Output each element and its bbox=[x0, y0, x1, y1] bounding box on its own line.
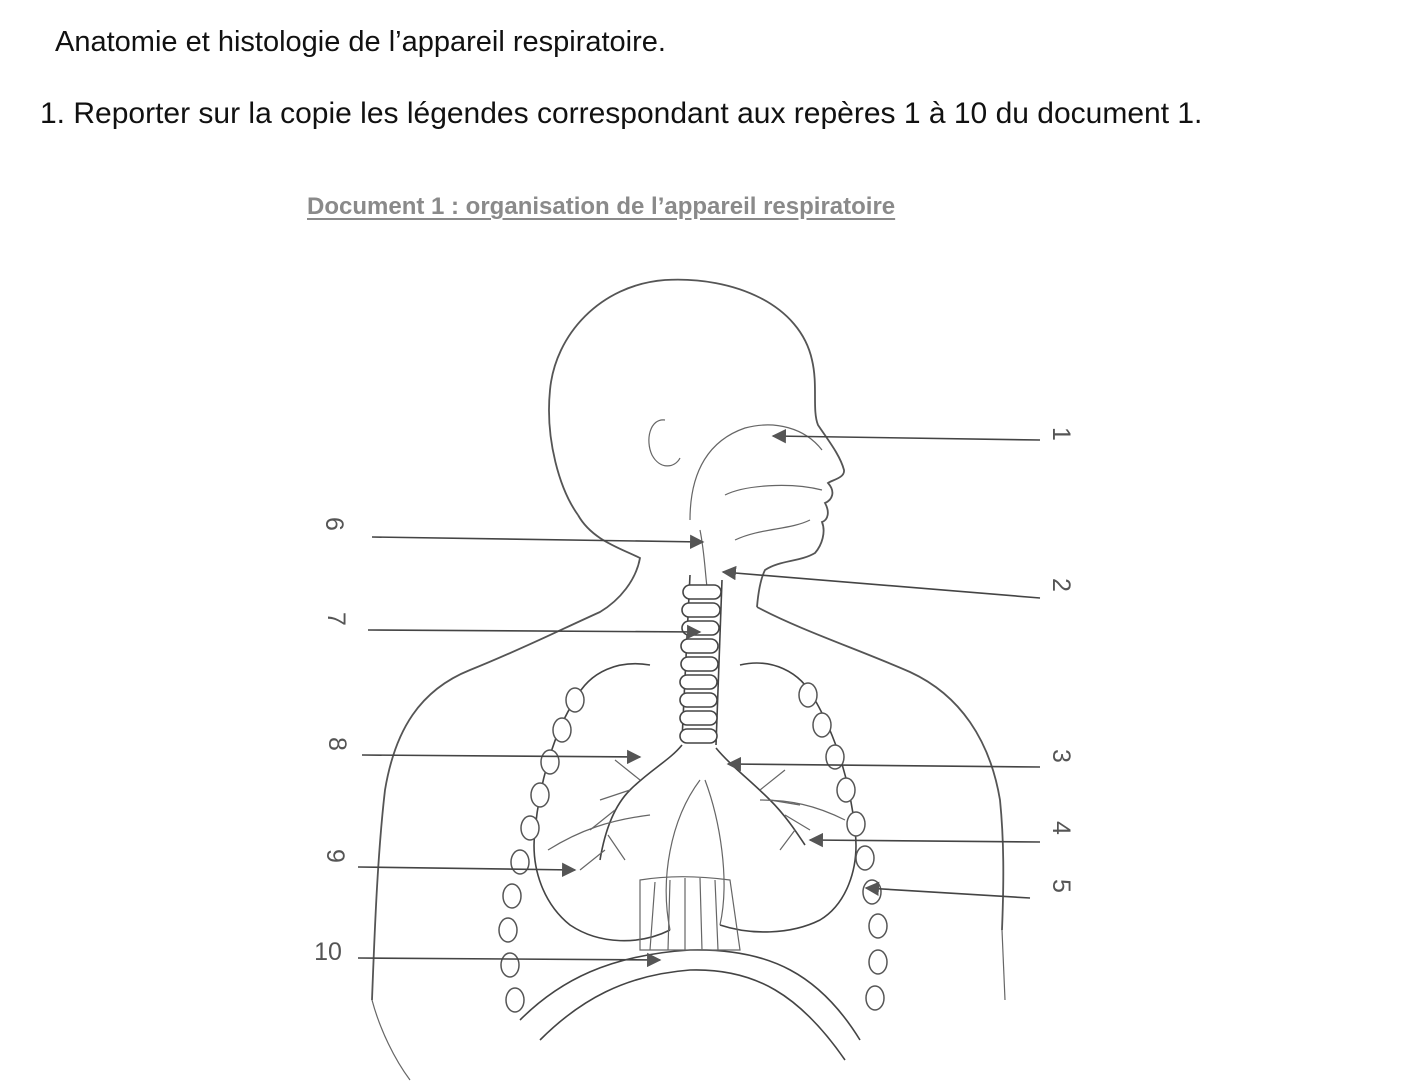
nasal-oral-cavity bbox=[690, 425, 822, 595]
leader-line-3 bbox=[728, 764, 1040, 767]
marker-5: 5 bbox=[1047, 879, 1075, 893]
marker-10: 10 bbox=[314, 938, 342, 966]
marker-9: 9 bbox=[321, 849, 349, 863]
leader-line-4 bbox=[810, 840, 1040, 842]
right-lung bbox=[705, 663, 856, 932]
left-lung bbox=[534, 664, 700, 941]
marker-4: 4 bbox=[1047, 821, 1075, 835]
marker-3: 3 bbox=[1047, 749, 1075, 763]
leader-line-7 bbox=[368, 630, 700, 632]
question-1: 1. Reporter sur la copie les légendes correspondant aux repères 1 à 10 du document 1. bbox=[40, 97, 1203, 130]
leader-line-10 bbox=[358, 958, 660, 960]
marker-8: 8 bbox=[323, 737, 351, 751]
leader-line-5 bbox=[866, 888, 1030, 898]
leader-line-9 bbox=[358, 867, 575, 870]
diaphragm bbox=[372, 877, 1005, 1080]
leader-line-2 bbox=[723, 572, 1040, 598]
trachea bbox=[680, 575, 722, 745]
page-heading: Anatomie et histologie de l’appareil respiratoire. bbox=[55, 26, 666, 58]
leader-line-1 bbox=[773, 436, 1040, 440]
marker-2: 2 bbox=[1047, 578, 1075, 592]
document-title: Document 1 : organisation de l’appareil respiratoire bbox=[307, 193, 896, 220]
marker-7: 7 bbox=[322, 612, 350, 626]
leader-line-6 bbox=[372, 537, 703, 542]
marker-1: 1 bbox=[1047, 427, 1075, 441]
leader-line-8 bbox=[362, 755, 640, 757]
marker-6: 6 bbox=[320, 517, 348, 531]
